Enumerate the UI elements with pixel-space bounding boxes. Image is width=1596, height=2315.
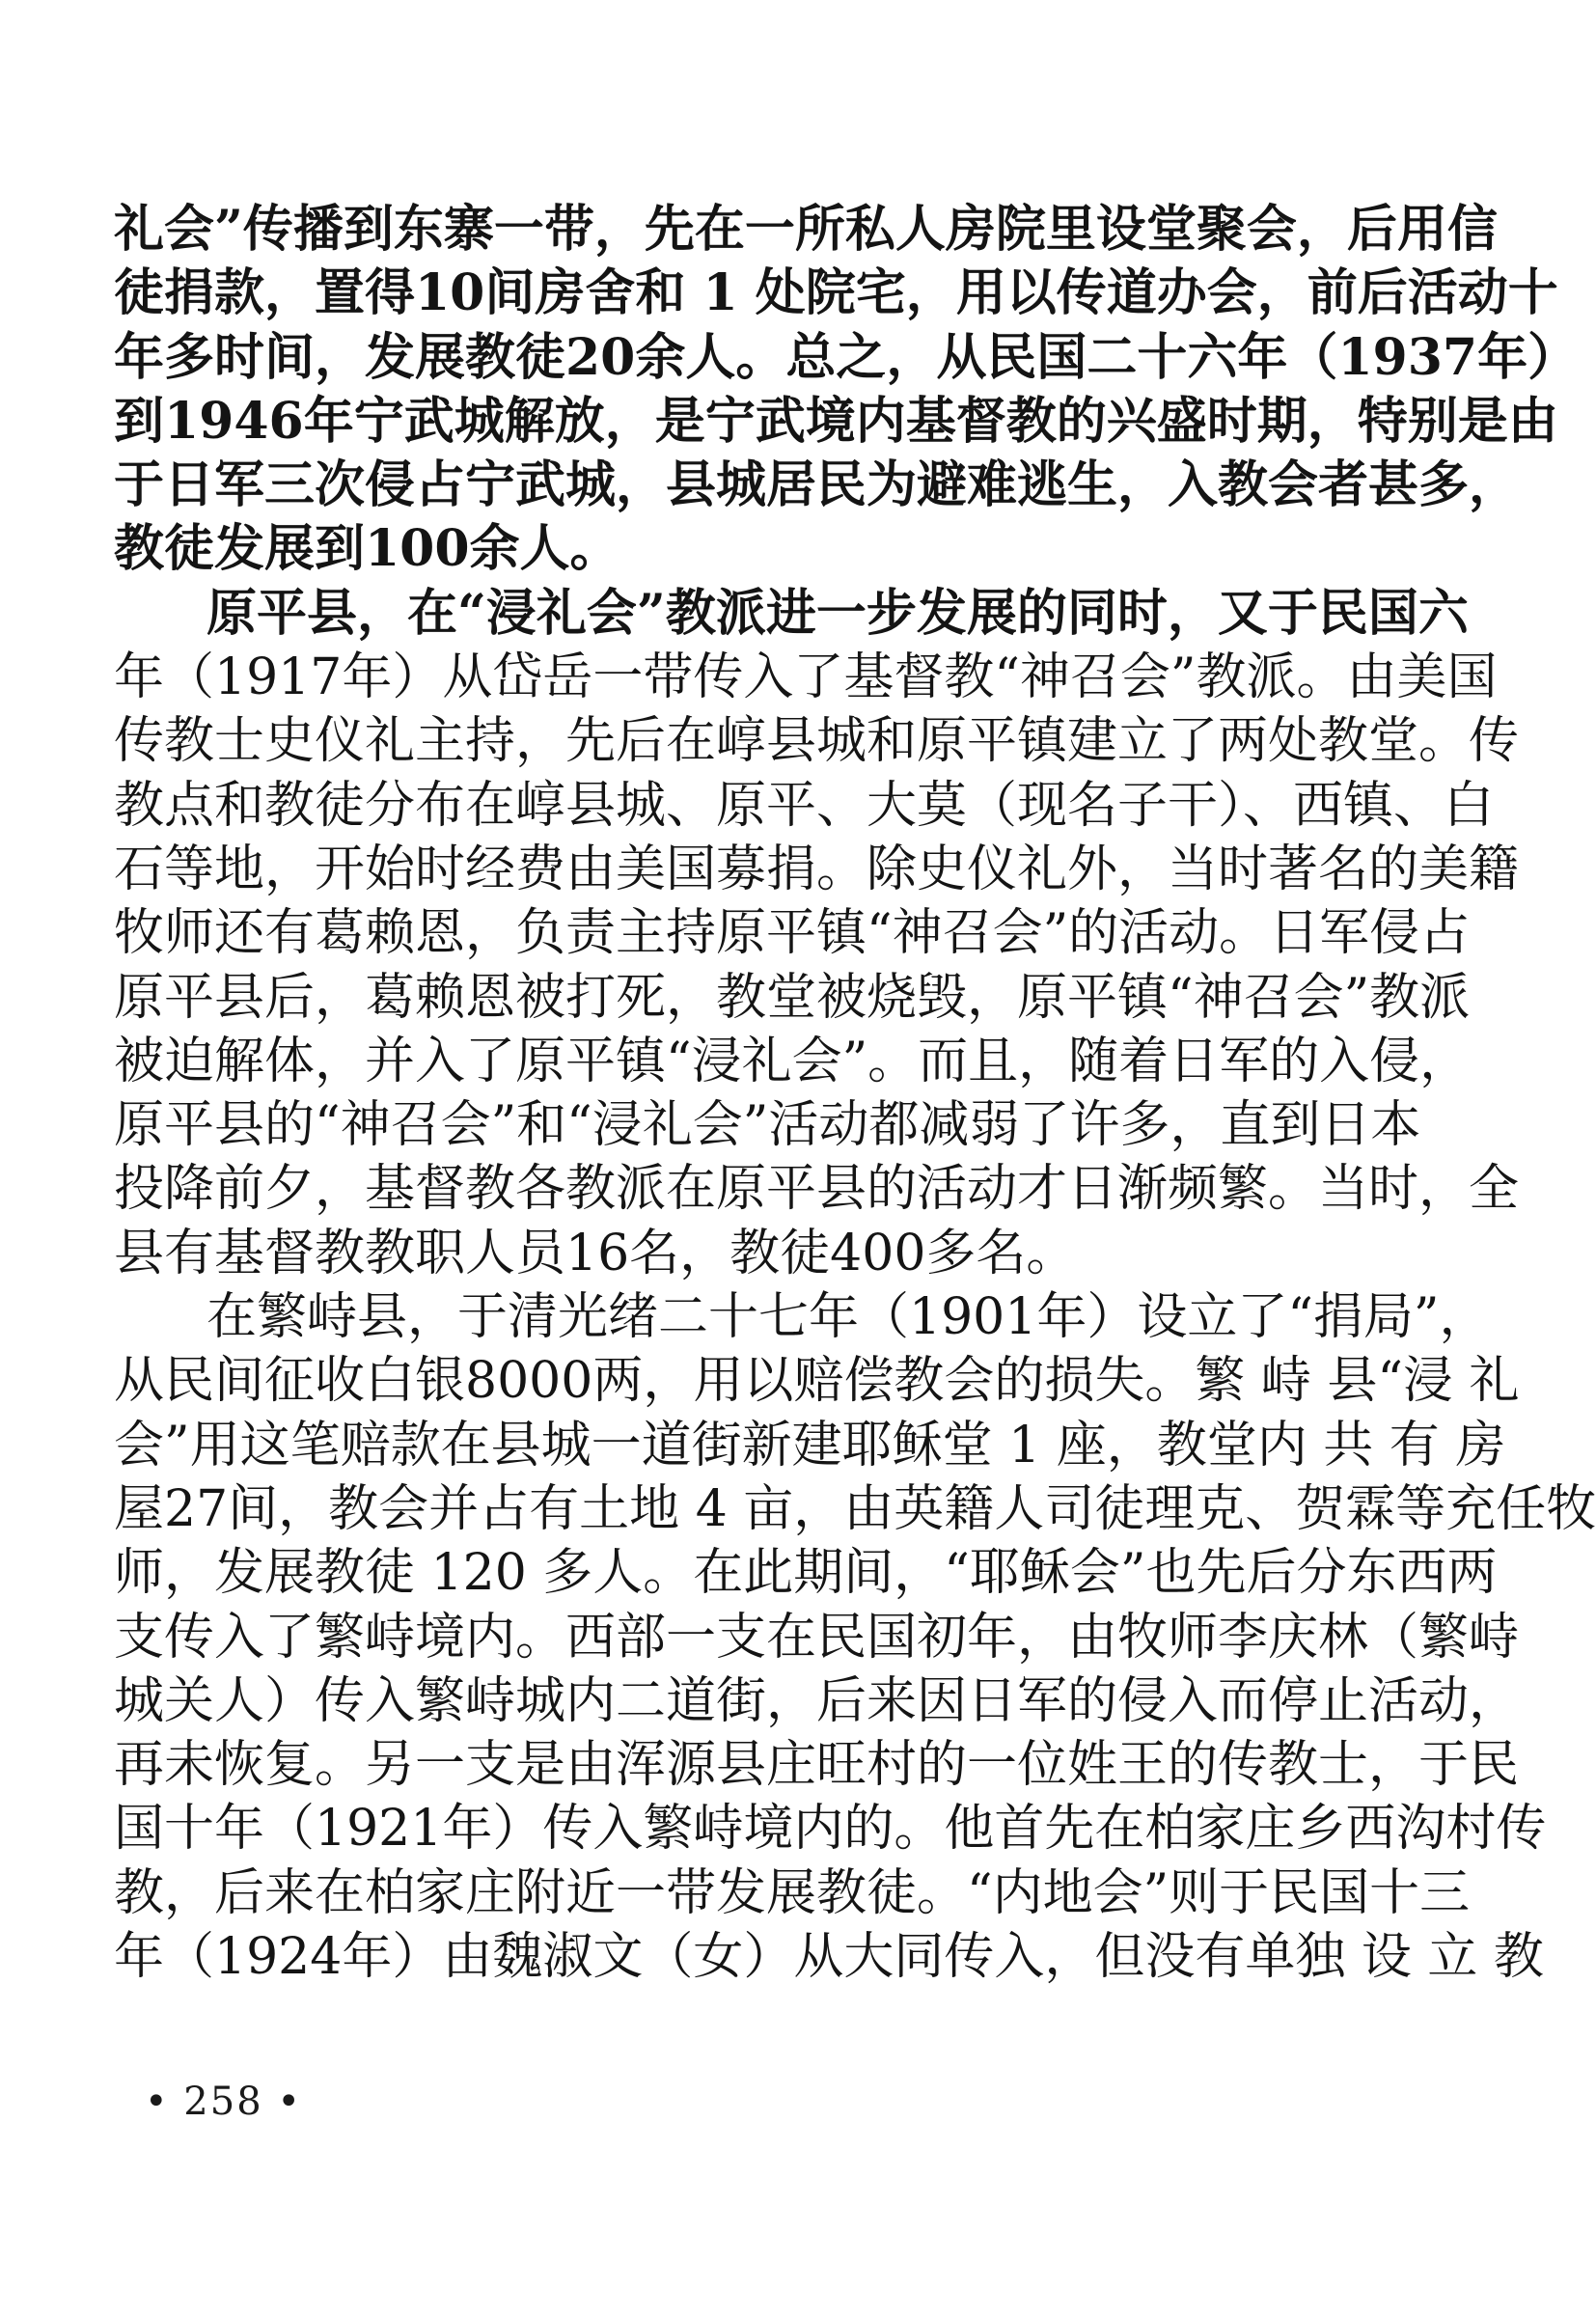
text-line: 被迫解体，并入了原平镇“浸礼会”。而且，随着日军的入侵， (114, 1032, 1471, 1090)
text-line: 年（1917年）从岱岳一带传入了基督教“神召会”教派。由美国 (114, 648, 1498, 707)
text-line: 屋27间，教会并占有土地 4 亩，由英籍人司徒理克、贺霖等充任牧 (114, 1479, 1596, 1538)
text-line: 于日军三次侵占宁武城，县城居民为避难逃生，入教会者甚多， (114, 455, 1520, 515)
text-line: 支传入了繁峙境内。西部一支在民国初年，由牧师李庆林（繁峙 (114, 1608, 1520, 1667)
text-line: 年多时间，发展教徒20余人。总之，从民国二十六年（1937年） (114, 327, 1579, 387)
text-line: 会”用这笔赔款在县城一道街新建耶稣堂 1 座，教堂内 共 有 房 (114, 1416, 1506, 1474)
text-line: 到1946年宁武城解放，是宁武境内基督教的兴盛时期，特别是由 (114, 391, 1558, 451)
text-line: 县有基督教教职人员16名，教徒400多名。 (114, 1224, 1077, 1282)
text-line: 徒捐款，置得10间房舍和 1 处院宅，用以传道办会，前后活动十 (114, 263, 1558, 323)
text-line: 城关人）传入繁峙城内二道街，后来因日军的侵入而停止活动， (114, 1671, 1520, 1730)
text-line: 牧师还有葛赖恩，负责主持原平镇“神召会”的活动。日军侵占 (114, 904, 1471, 963)
text-line: 从民间征收白银8000两，用以赔偿教会的损失。繁 峙 县“浸 礼 (114, 1352, 1520, 1411)
body-text (114, 198, 1596, 1989)
text-line: 投降前夕，基督教各教派在原平县的活动才日渐频繁。当时，全 (114, 1160, 1520, 1219)
text-line: 国十年（1921年）传入繁峙境内的。他首先在柏家庄乡西沟村传 (114, 1800, 1547, 1859)
text-line: 年（1924年）由魏淑文（女）从大同传入，但没有单独 设 立 教 (114, 1928, 1544, 1987)
text-line: 石等地，开始时经费由美国募捐。除史仪礼外，当时著名的美籍 (114, 840, 1520, 898)
page-number: • 258 • (145, 2080, 302, 2124)
text-line: 原平县后，葛赖恩被打死，教堂被烧毁，原平镇“神召会”教派 (114, 968, 1471, 1027)
text-line: 原平县的“神召会”和“浸礼会”活动都减弱了许多，直到日本 (114, 1096, 1421, 1155)
text-line: 再未恢复。另一支是由浑源县庄旺村的一位姓王的传教士，于民 (114, 1736, 1520, 1795)
text-line: 教，后来在柏家庄附近一带发展教徒。“内地会”则于民国十三 (114, 1863, 1471, 1922)
text-line: 礼会”传播到东寨一带，先在一所私人房院里设堂聚会，后用信 (114, 200, 1498, 259)
text-line: 传教士史仪礼主持，先后在崞县城和原平镇建立了两处教堂。传 (114, 712, 1520, 771)
text-line: 师，发展教徒 120 多人。在此期间，“耶稣会”也先后分东西两 (114, 1544, 1498, 1603)
text-line: 教点和教徒分布在崞县城、原平、大莫（现名子干）、西镇、白 (114, 776, 1495, 835)
paragraph-first-line: 原平县，在“浸礼会”教派进一步发展的同时，又于民国六 (206, 583, 1469, 643)
text-line: 教徒发展到100余人。 (114, 519, 620, 579)
paragraph-first-line: 在繁峙县，于清光绪二十七年（1901年）设立了“捐局”， (206, 1288, 1490, 1347)
